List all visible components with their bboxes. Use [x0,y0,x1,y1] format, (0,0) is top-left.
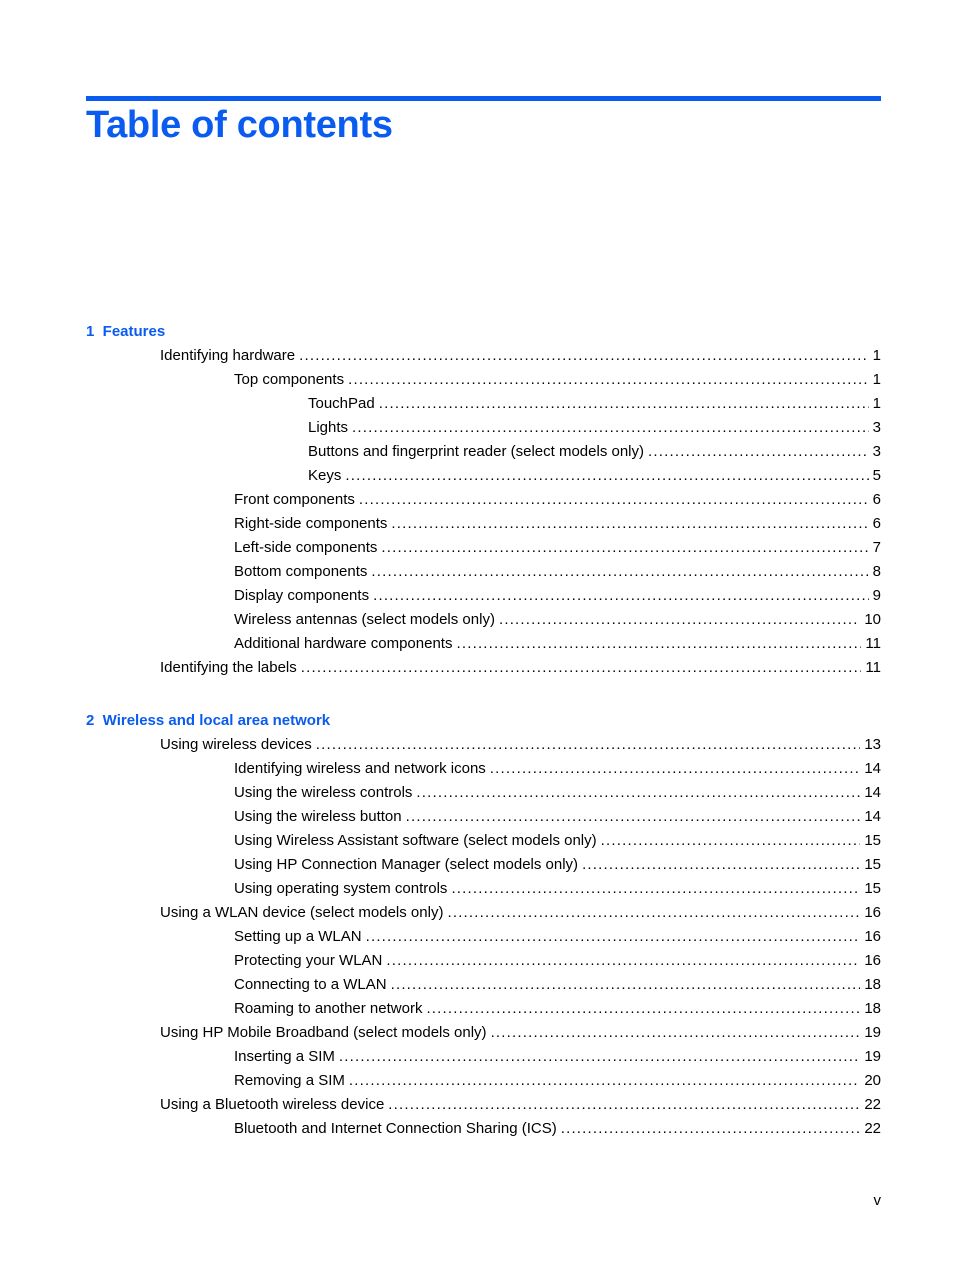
toc-entry-page: 18 [864,976,881,993]
toc-entry[interactable] [86,368,881,392]
toc-entry[interactable] [86,656,881,680]
toc-entry-label: Display components [234,587,370,604]
dot-leader [490,757,861,781]
toc-entry-label: Using the wireless controls [234,784,413,801]
toc-entry-label: Keys [308,467,342,484]
dot-leader [391,512,868,536]
dot-leader [366,925,861,949]
toc-entry-label: Top components [234,371,345,388]
toc-entry-label: Using operating system controls [234,880,448,897]
toc-entry-label: Using HP Mobile Broadband (select models only) [160,1024,487,1041]
dot-leader [345,464,868,488]
dot-leader [456,632,861,656]
toc-entry-page: 6 [872,515,881,532]
toc-entry[interactable] [86,608,881,632]
toc-entry-label: Inserting a SIM [234,1048,335,1065]
toc-entry-label: Wireless antennas (select models only) [234,611,495,628]
dot-leader [601,829,861,853]
toc-entry-page: 15 [864,856,881,873]
toc-entry-page: 7 [872,539,881,556]
toc-entry-label: Buttons and fingerprint reader (select models only) [308,443,645,460]
toc-entry-page: 20 [864,1072,881,1089]
dot-leader [359,488,869,512]
toc-entry-page: 14 [864,760,881,777]
toc-entry[interactable] [86,997,881,1021]
toc-entry-label: Left-side components [234,539,378,556]
toc-entry[interactable] [86,733,881,757]
toc-entry-label: Bottom components [234,563,368,580]
dot-leader [381,536,868,560]
toc-entry-label: Using wireless devices [160,736,312,753]
toc-entry-page: 14 [864,808,881,825]
toc-entry-label: Protecting your WLAN [234,952,383,969]
toc-entry-label: Additional hardware components [234,635,453,652]
toc-entry-page: 10 [864,611,881,628]
toc-entry[interactable] [86,805,881,829]
toc-entry-page: 8 [872,563,881,580]
toc-entry-label: Roaming to another network [234,1000,423,1017]
toc-entry[interactable] [86,901,881,925]
chapter-2-section [86,709,881,1141]
toc-entry[interactable] [86,853,881,877]
toc-entry[interactable] [86,416,881,440]
toc-entry[interactable] [86,584,881,608]
toc-entry-page: 11 [865,635,881,652]
dot-leader [499,608,860,632]
toc-entry-page: 14 [864,784,881,801]
toc-entry[interactable] [86,1069,881,1093]
toc-entry-label: Using the wireless button [234,808,402,825]
toc-entry-page: 1 [872,347,881,364]
dot-leader [349,1069,860,1093]
toc-entry-label: Right-side components [234,515,388,532]
toc-entry-page: 6 [872,491,881,508]
toc-entry[interactable] [86,632,881,656]
toc-entry[interactable] [86,488,881,512]
toc-entry-label: Using Wireless Assistant software (select models only) [234,832,597,849]
toc-entry[interactable] [86,392,881,416]
toc-entry-page: 15 [864,880,881,897]
toc-entry-page: 3 [872,443,881,460]
dot-leader [316,733,861,757]
toc-entry[interactable] [86,344,881,368]
dot-leader [451,877,860,901]
toc-entry-page: 16 [864,928,881,945]
chapter-1-section [86,320,881,680]
toc-entry-page: 9 [872,587,881,604]
dot-leader [301,656,862,680]
chapter-heading[interactable]: 1 Features [86,323,166,340]
chapter-heading[interactable]: 2 Wireless and local area network [86,712,331,729]
toc-entry[interactable] [86,440,881,464]
toc-entry[interactable] [86,464,881,488]
toc-entry-page: 1 [872,395,881,412]
dot-leader [386,949,860,973]
toc-entry-page: 16 [864,952,881,969]
dot-leader [299,344,869,368]
toc-entry-label: Bluetooth and Internet Connection Sharing (ICS) [234,1120,557,1137]
toc-entry-page: 18 [864,1000,881,1017]
toc-entry[interactable] [86,512,881,536]
page-title: Table of contents [86,104,393,146]
toc-entry[interactable] [86,925,881,949]
dot-leader [426,997,860,1021]
toc-entry[interactable] [86,1093,881,1117]
toc-entry[interactable] [86,877,881,901]
toc-entry[interactable] [86,781,881,805]
dot-leader [339,1045,860,1069]
toc-entry-page: 22 [864,1096,881,1113]
dot-leader [561,1117,861,1141]
toc-entry-label: Removing a SIM [234,1072,345,1089]
dot-leader [491,1021,861,1045]
toc-entry[interactable] [86,829,881,853]
dot-leader [379,392,869,416]
toc-entry[interactable] [86,560,881,584]
dot-leader [416,781,860,805]
toc-entry[interactable] [86,757,881,781]
toc-entry[interactable] [86,949,881,973]
toc-entry-label: Identifying hardware [160,347,296,364]
toc-entry-page: 15 [864,832,881,849]
dot-leader [352,416,869,440]
page-number: v [873,1192,881,1209]
toc-entry-label: Front components [234,491,355,508]
toc-entry-page: 5 [872,467,881,484]
toc-entry-page: 3 [872,419,881,436]
toc-entry-page: 13 [864,736,881,753]
toc-entry[interactable] [86,1117,881,1141]
toc-entry-page: 1 [872,371,881,388]
toc-entry-label: Using a WLAN device (select models only) [160,904,444,921]
dot-leader [648,440,869,464]
dot-leader [348,368,869,392]
toc-entry-label: Identifying wireless and network icons [234,760,486,777]
toc-entry[interactable] [86,973,881,997]
toc-entry-label: TouchPad [308,395,375,412]
dot-leader [582,853,860,877]
toc-entry[interactable] [86,1045,881,1069]
toc-entry-label: Lights [308,419,349,436]
toc-entry-label: Using a Bluetooth wireless device [160,1096,385,1113]
toc-entry-label: Using HP Connection Manager (select models only) [234,856,579,873]
toc-entry-label: Connecting to a WLAN [234,976,387,993]
dot-leader [373,584,869,608]
toc-entry-page: 11 [865,659,881,676]
dot-leader [371,560,868,584]
dot-leader [447,901,860,925]
dot-leader [391,973,861,997]
dot-leader [388,1093,860,1117]
dot-leader [406,805,861,829]
toc-entry-page: 16 [864,904,881,921]
toc-entry-page: 19 [864,1048,881,1065]
toc-entry-label: Identifying the labels [160,659,297,676]
toc-entry-page: 19 [864,1024,881,1041]
toc-entry-label: Setting up a WLAN [234,928,362,945]
toc-entry[interactable] [86,536,881,560]
toc-entry[interactable] [86,1021,881,1045]
toc-entry-page: 22 [864,1120,881,1137]
